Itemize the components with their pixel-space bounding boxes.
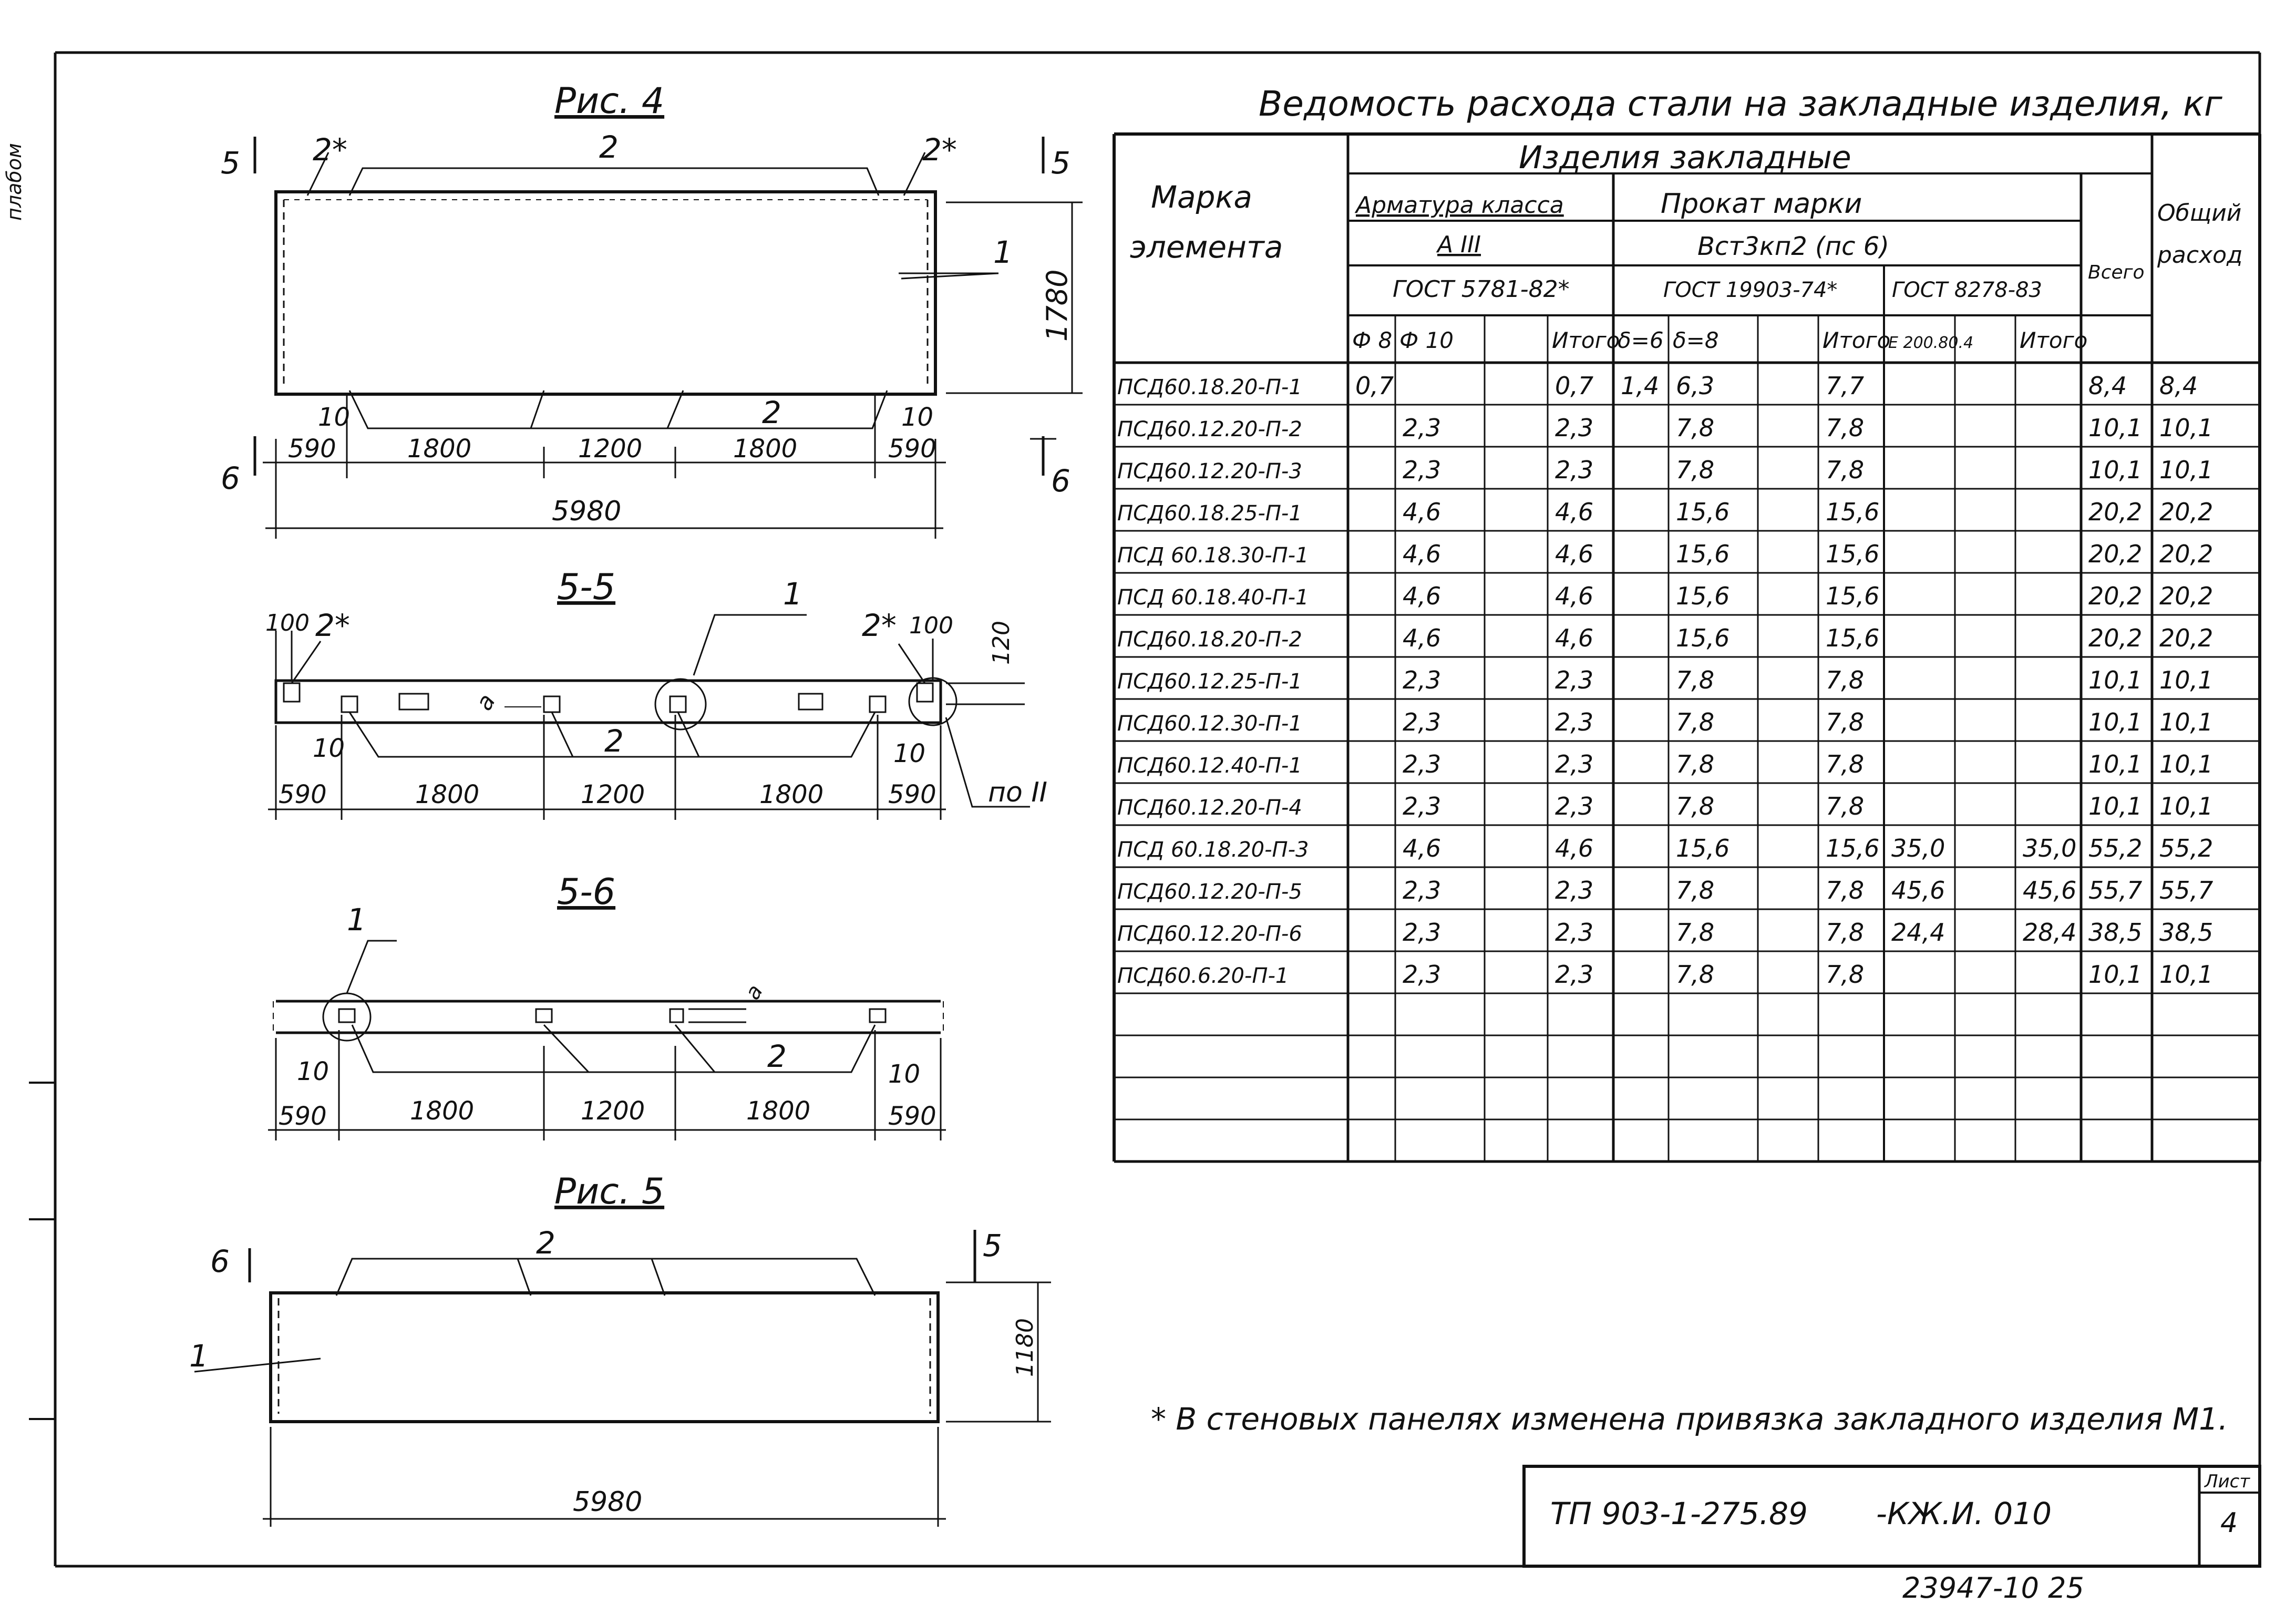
row-mark: ПСД60.12.20-П-3 [1117, 459, 1302, 484]
row-cell: 2,3 [1555, 750, 1594, 778]
row-cell: 4,6 [1555, 498, 1594, 526]
fig4-section-mark-6-left: 6 [221, 460, 240, 496]
row-cell: 10,1 [2088, 708, 2143, 736]
table-title: Ведомость расхода стали на закладные изделия, кг [1259, 84, 2222, 124]
table-header-col-0: Ф 8 [1352, 327, 1393, 353]
row-cell: 38,5 [2088, 918, 2143, 947]
header-rebar-gost: ГОСТ 5781-82* [1393, 276, 1570, 303]
sec55-dim-a: a [470, 689, 501, 715]
row-mark: ПСД60.12.20-П-4 [1117, 796, 1302, 820]
sec56-dim-a: a [740, 980, 768, 1004]
fig4-height-dim: 1780 [1041, 269, 1074, 342]
header-mark-line1: Марка [1151, 179, 1252, 215]
row-cell: 15,6 [1676, 624, 1730, 652]
table-body [1117, 372, 2213, 989]
row-cell: 7,8 [1826, 876, 1865, 904]
row-cell: 45,6 [1891, 876, 1945, 904]
row-cell: 6,3 [1676, 372, 1715, 400]
row-cell: 15,6 [1676, 498, 1730, 526]
row-cell: 7,8 [1826, 708, 1865, 736]
row-cell: 10,1 [2159, 456, 2213, 484]
table-row [1117, 624, 2213, 652]
row-mark: ПСД60.6.20-П-1 [1117, 964, 1289, 988]
bottom-number: 23947-10 25 [1902, 1571, 2084, 1605]
header-mark-line2: элемента [1130, 229, 1283, 265]
row-cell: 2,3 [1403, 918, 1442, 947]
sec55-dim-590-left: 590 [279, 780, 327, 809]
row-cell: 38,5 [2159, 918, 2213, 947]
fig5-section-mark-5: 5 [983, 1228, 1002, 1263]
row-mark: ПСД60.12.20-П-5 [1117, 880, 1302, 904]
table-header-col-10: Итого [2020, 327, 2088, 353]
sec55-callout-2star-right: 2* [862, 608, 897, 643]
fig4-section-mark-5-right: 5 [1051, 145, 1070, 181]
header-gost-a: ГОСТ 19903-74* [1663, 278, 1838, 302]
title-block [1524, 1466, 2260, 1566]
fig4-callout-2star-right: 2* [922, 132, 957, 168]
row-cell: 7,8 [1676, 414, 1715, 442]
row-cell: 0,7 [1555, 372, 1594, 400]
row-cell: 10,1 [2088, 414, 2143, 442]
fig5-panel-outline [271, 1293, 938, 1422]
row-cell: 2,3 [1403, 708, 1442, 736]
row-cell: 7,8 [1676, 792, 1715, 820]
stamp-code: ТП 903-1-275.89 [1550, 1496, 1808, 1531]
table-header-col-5: δ=8 [1673, 327, 1719, 353]
table-row [1117, 834, 2213, 862]
row-cell: 2,3 [1403, 456, 1442, 484]
sec56-small-dim-left: 10 [297, 1057, 330, 1086]
table-header-col-8: Е 200.80.4 [1888, 334, 1974, 352]
row-cell: 8,4 [2159, 372, 2198, 400]
sec55-dim-100-right: 100 [909, 612, 953, 639]
fig4-callout-1: 1 [993, 234, 1013, 270]
row-cell: 2,3 [1403, 750, 1442, 778]
row-cell: 15,6 [1826, 624, 1880, 652]
row-cell: 2,3 [1403, 876, 1442, 904]
figure-5 [189, 1171, 1051, 1527]
row-cell: 4,6 [1403, 624, 1442, 652]
header-rebar-class: Арматура класса [1356, 192, 1564, 219]
row-cell: 1,4 [1621, 372, 1660, 400]
sec55-dim-590-right: 590 [888, 780, 936, 809]
row-cell: 4,6 [1403, 834, 1442, 862]
row-cell: 4,6 [1555, 834, 1594, 862]
row-cell: 7,8 [1826, 792, 1865, 820]
figure-5-title: Рис. 5 [554, 1171, 665, 1212]
sec55-small-dim-left: 10 [313, 734, 345, 763]
table-row [1117, 456, 2213, 484]
stamp-sheet-number: 4 [2220, 1507, 2238, 1539]
fig4-callout-2-bottom: 2 [762, 395, 781, 430]
steel-schedule-table [1114, 84, 2260, 1161]
row-cell: 7,8 [1676, 456, 1715, 484]
table-header-columns [1352, 327, 2087, 353]
row-cell: 20,2 [2159, 582, 2213, 610]
fig5-callout-1: 1 [189, 1338, 209, 1374]
table-row [1117, 918, 2213, 947]
row-mark: ПСД 60.18.30-П-1 [1117, 543, 1309, 568]
sec55-small-dim-right: 10 [893, 739, 926, 768]
fig4-dim-590-right: 590 [888, 434, 936, 464]
fig5-section-mark-6: 6 [210, 1243, 230, 1279]
row-cell: 10,1 [2159, 666, 2213, 694]
row-cell: 28,4 [2023, 918, 2077, 947]
table-row [1117, 750, 2213, 778]
header-group: Изделия закладные [1519, 139, 1851, 176]
sec55-dim-100-left: 100 [265, 610, 310, 636]
table-row [1117, 498, 2213, 526]
header-gost-b: ГОСТ 8278-83 [1892, 278, 2042, 302]
row-cell: 7,8 [1826, 750, 1865, 778]
row-cell: 8,4 [2088, 372, 2127, 400]
fig4-top-dim-left: 10 [318, 403, 351, 432]
row-cell: 15,6 [1826, 582, 1880, 610]
row-cell: 7,8 [1676, 918, 1715, 947]
header-overall-line2: расход [2157, 242, 2243, 269]
row-cell: 10,1 [2088, 456, 2143, 484]
sec56-dim-590-left: 590 [279, 1102, 327, 1131]
row-cell: 10,1 [2159, 414, 2213, 442]
row-cell: 10,1 [2159, 750, 2213, 778]
panel-outline [276, 192, 935, 394]
section-5-6 [268, 871, 946, 1140]
header-overall-line1: Общий [2157, 200, 2242, 227]
sec55-dim-1800-left: 1800 [415, 780, 480, 809]
row-cell: 2,3 [1555, 918, 1594, 947]
row-cell: 10,1 [2159, 792, 2213, 820]
row-cell: 4,6 [1403, 582, 1442, 610]
row-mark: ПСД60.12.40-П-1 [1117, 754, 1302, 778]
row-cell: 0,7 [1355, 372, 1394, 400]
row-cell: 2,3 [1555, 414, 1594, 442]
row-cell: 7,8 [1826, 960, 1865, 989]
table-row [1117, 876, 2213, 904]
table-row [1117, 540, 2213, 568]
row-cell: 15,6 [1676, 540, 1730, 568]
row-cell: 2,3 [1555, 792, 1594, 820]
row-cell: 55,2 [2159, 834, 2213, 862]
row-cell: 10,1 [2088, 666, 2143, 694]
row-mark: ПСД60.12.20-П-6 [1117, 922, 1302, 946]
sec55-dim-1800-right: 1800 [759, 780, 824, 809]
stamp-sheet-label: Лист [2205, 1471, 2250, 1492]
table-row [1117, 666, 2213, 694]
row-cell: 4,6 [1403, 498, 1442, 526]
sec55-height-120: 120 [988, 621, 1015, 665]
row-cell: 20,2 [2088, 498, 2143, 526]
row-cell: 35,0 [2023, 834, 2077, 862]
row-cell: 55,7 [2088, 876, 2143, 904]
footnote: * В стеновых панелях изменена привязка закладного изделия М1. [1151, 1401, 2228, 1437]
row-cell: 15,6 [1826, 540, 1880, 568]
row-mark: ПСД60.12.20-П-2 [1117, 417, 1302, 441]
row-cell: 10,1 [2159, 960, 2213, 989]
row-cell: 2,3 [1403, 414, 1442, 442]
row-cell: 20,2 [2088, 540, 2143, 568]
row-cell: 2,3 [1555, 666, 1594, 694]
row-mark: ПСД60.12.25-П-1 [1117, 670, 1302, 694]
row-cell: 10,1 [2088, 792, 2143, 820]
stamp-suffix: -КЖ.И. 010 [1876, 1496, 2052, 1531]
row-cell: 10,1 [2159, 708, 2213, 736]
sec56-callout-2: 2 [767, 1039, 787, 1074]
row-cell: 15,6 [1676, 582, 1730, 610]
table-row [1117, 708, 2213, 736]
row-cell: 7,8 [1676, 960, 1715, 989]
row-cell: 20,2 [2088, 624, 2143, 652]
row-cell: 15,6 [1826, 498, 1880, 526]
row-cell: 7,8 [1676, 666, 1715, 694]
row-cell: 7,8 [1826, 414, 1865, 442]
fig5-height-dim: 1180 [1012, 1318, 1038, 1377]
row-cell: 7,8 [1826, 456, 1865, 484]
header-total: Всего [2088, 262, 2145, 283]
row-cell: 4,6 [1555, 582, 1594, 610]
table-header-col-1: Ф 10 [1399, 327, 1454, 353]
sec55-dim-1200: 1200 [581, 780, 645, 809]
header-rolled: Прокат марки [1661, 188, 1862, 220]
fig4-total-dim: 5980 [552, 496, 622, 527]
fig4-top-dim-right: 10 [901, 403, 934, 432]
sec56-dim-1200: 1200 [581, 1096, 645, 1126]
row-mark: ПСД60.18.20-П-2 [1117, 628, 1302, 652]
row-mark: ПСД60.18.25-П-1 [1117, 501, 1302, 526]
table-header-col-3: Итого [1552, 327, 1620, 353]
row-cell: 2,3 [1555, 876, 1594, 904]
sec55-callout-2star-left: 2* [315, 608, 350, 643]
row-cell: 55,7 [2159, 876, 2213, 904]
row-cell: 20,2 [2159, 540, 2213, 568]
sec55-callout-2: 2 [604, 723, 624, 759]
fig5-total-dim: 5980 [573, 1486, 643, 1518]
row-cell: 2,3 [1403, 792, 1442, 820]
table-header-col-7: Итого [1823, 327, 1891, 353]
row-cell: 4,6 [1403, 540, 1442, 568]
row-cell: 10,1 [2088, 750, 2143, 778]
row-cell: 2,3 [1403, 666, 1442, 694]
row-cell: 20,2 [2088, 582, 2143, 610]
fig5-callout-2: 2 [536, 1225, 555, 1261]
row-cell: 45,6 [2023, 876, 2077, 904]
row-cell: 10,1 [2088, 960, 2143, 989]
row-mark: ПСД60.18.20-П-1 [1117, 375, 1302, 399]
row-mark: ПСД60.12.30-П-1 [1117, 712, 1302, 736]
row-cell: 7,8 [1826, 918, 1865, 947]
row-cell: 20,2 [2159, 498, 2213, 526]
table-row [1117, 960, 2213, 989]
row-cell: 24,4 [1891, 918, 1945, 947]
row-cell: 35,0 [1891, 834, 1945, 862]
row-cell: 15,6 [1676, 834, 1730, 862]
row-cell: 7,8 [1676, 708, 1715, 736]
row-cell: 4,6 [1555, 540, 1594, 568]
margin-note: плабом [3, 143, 26, 221]
section-5-5-title: 5-5 [557, 567, 616, 608]
sec56-dim-590-right: 590 [888, 1102, 936, 1131]
fig4-dim-590-left: 590 [288, 434, 336, 464]
row-cell: 7,8 [1826, 666, 1865, 694]
header-rebar-grade: А III [1437, 231, 1481, 258]
section-5-5 [265, 567, 1047, 820]
section-5-6-title: 5-6 [557, 871, 616, 913]
sec56-dim-1800-right: 1800 [746, 1096, 811, 1126]
fig4-dim-1800-right: 1800 [733, 434, 798, 464]
row-mark: ПСД 60.18.20-П-3 [1117, 838, 1309, 862]
sec55-node-ref: по II [988, 777, 1048, 808]
sec55-callout-1: 1 [783, 576, 802, 612]
row-cell: 15,6 [1826, 834, 1880, 862]
row-cell: 20,2 [2159, 624, 2213, 652]
fig4-callout-2-top: 2 [599, 129, 619, 165]
sec56-dim-1800-left: 1800 [410, 1096, 475, 1126]
row-cell: 2,3 [1403, 960, 1442, 989]
row-cell: 2,3 [1555, 708, 1594, 736]
fig4-section-mark-6-right: 6 [1051, 463, 1070, 499]
row-cell: 55,2 [2088, 834, 2143, 862]
sec55-slab [276, 681, 941, 723]
table-row [1117, 582, 2213, 610]
row-cell: 2,3 [1555, 456, 1594, 484]
row-cell: 4,6 [1555, 624, 1594, 652]
row-cell: 2,3 [1555, 960, 1594, 989]
row-mark: ПСД 60.18.40-П-1 [1117, 585, 1309, 610]
sec56-callout-1: 1 [347, 902, 366, 938]
table-row [1117, 372, 2198, 400]
fig4-dim-1800-left: 1800 [407, 434, 472, 464]
table-header-col-4: δ=6 [1618, 327, 1664, 353]
fig4-section-mark-5-left: 5 [221, 145, 240, 181]
row-cell: 7,8 [1676, 876, 1715, 904]
table-row [1117, 792, 2213, 820]
header-rolled-grade: Вст3кп2 (пс 6) [1697, 232, 1890, 261]
figure-4-title: Рис. 4 [554, 80, 665, 122]
table-row [1117, 414, 2213, 442]
row-cell: 7,7 [1826, 372, 1865, 400]
fig4-dim-1200: 1200 [578, 434, 643, 464]
figure-4 [221, 80, 1083, 539]
fig4-callout-2star-left: 2* [313, 132, 347, 168]
row-cell: 7,8 [1676, 750, 1715, 778]
sec56-small-dim-right: 10 [888, 1060, 921, 1089]
